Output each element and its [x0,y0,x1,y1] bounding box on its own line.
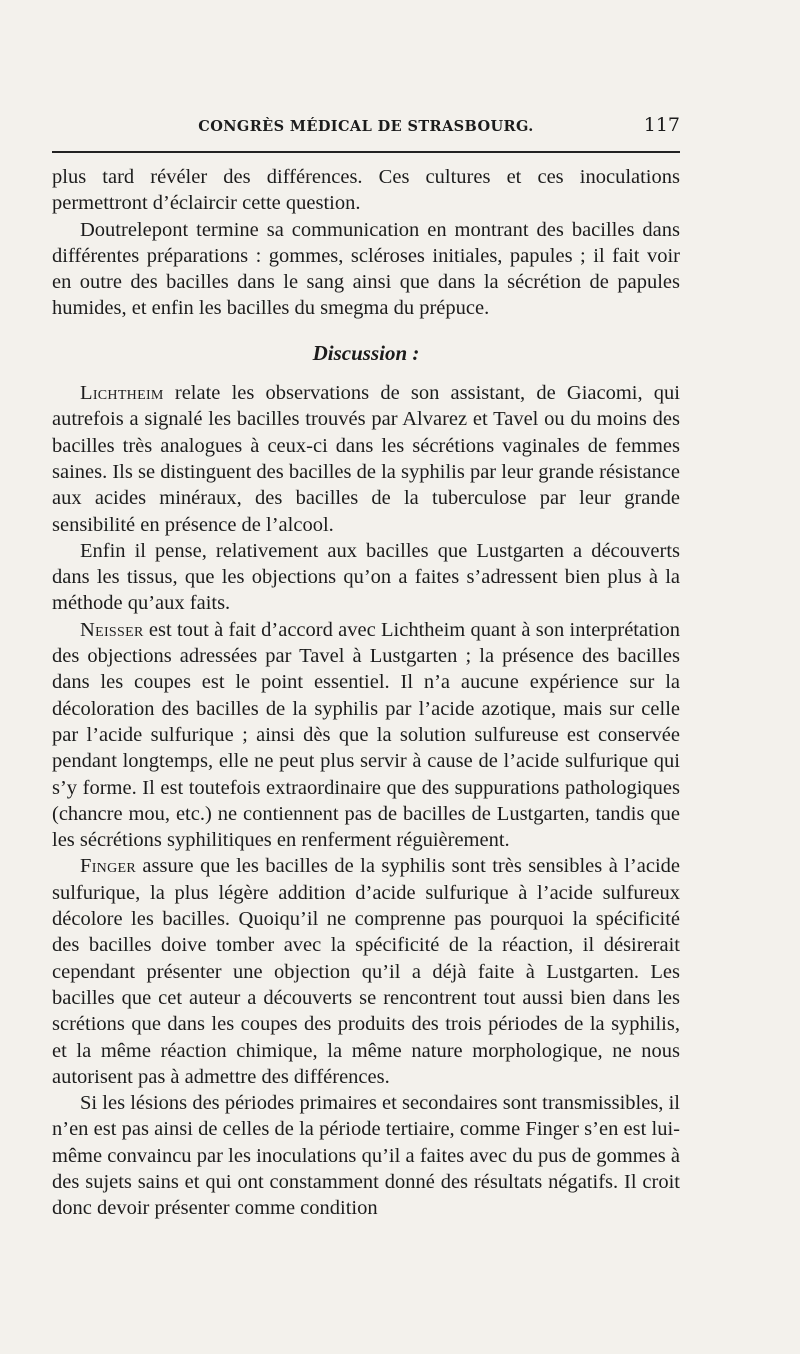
discussion-paragraph [52,617,680,854]
running-title: CONGRÈS MÉDICAL DE STRASBOURG. [198,118,534,135]
paragraph: Doutrelepont termine sa communication en montrant des bacilles dans différentes préparations : gommes, scléroses initiales, papules ; il fait voir en outre des bacilles dans le sang ainsi que dans la sécrétion de papules humides, et enfin les bacilles du smegma du prépuce. [52,218,680,320]
paragraph-text: Si les lésions des périodes primaires et secondaires sont transmissibles, il n’en est pas ainsi de celles de la période tertiaire, comme Finger s’en est lui-même convaincu par les inoculations qu’il a faites avec du pus de gommes à des sujets sains et qui ont constamment donné des résultats négatifs. Il croit donc devoir présenter comme condition [52,1092,680,1220]
paragraph-text: assure que les bacilles de la syphilis sont très sensibles à l’acide sulfurique, la plus légère addition d’acide sulfurique à l’acide sulfureux décolore les bacilles. Quoiqu’il ne comprenne pas pourquoi la spécificité des bacilles doive tomber avec la spécificité de la réaction, il désirerait cependant présenter une objection qu’il a déjà faite à Lustgarten. Les bacilles que cet auteur a découverts se rencontrent tout aussi bien dans les scrétions que dans les coupes des produits des trois périodes de la syphilis, et la même réaction chimique, la même nature morphologique, ne nous autorisent pas à admettre des différences. [52,855,680,1088]
paragraph-text: est tout à fait d’accord avec Lichtheim quant à son interprétation des objections adressées par Tavel à Lustgarten ; la présence des bacilles dans les coupes est le point essentiel. Il n’a aucune expérience sur la décoloration des bacilles de la syphilis par l’acide azotique, mais sur celle par l’acide sulfurique ; ainsi dès que la solution sulfureuse est conservée pendant longtemps, elle ne peut plus servir à cause de l’acide sulfurique qui s’y forme. Il est toutefois extraordinaire que des suppurations pathologiques (chancre mou, etc.) ne contiennent pas de bacilles de Lustgarten, tandis que les sécrétions syphilitiques en renferment réguièrement. [52,618,680,852]
paragraph: plus tard révéler des différences. Ces cultures et ces inoculations permettront d’éclaircir cette question. [52,166,680,215]
body-text [52,164,680,1222]
discussion-paragraph [52,853,680,1090]
paragraph-text: relate les observations de son assistant, de Giacomi, qui autrefois a signalé les bacilles trouvés par Alvarez et Tavel ou du moins des bacilles très analogues à ceux-ci dans les sécrétions vaginales de femmes saines. Ils se distinguent des bacilles de la syphilis par leur grande résistance aux acides minéraux, des bacilles de la tuberculose par leur grande sensibilité en présence de l’alcool. [52,382,680,536]
speaker-name: Finger [80,855,136,878]
section-heading: Discussion : [312,340,420,365]
header-rule [52,151,680,153]
discussion-paragraph [52,380,680,538]
speaker-name: Neisser [80,618,144,641]
page-number: 117 [643,114,680,136]
page-header [52,114,680,142]
paragraph-text: Enfin il pense, relativement aux bacilles que Lustgarten a découverts dans les tissus, que les objections qu’on a faites s’adressent bien plus à la méthode qu’aux faits. [52,539,680,615]
discussion-paragraph [52,1090,680,1221]
discussion-paragraph [52,538,680,617]
speaker-name: Lichtheim [80,382,164,405]
